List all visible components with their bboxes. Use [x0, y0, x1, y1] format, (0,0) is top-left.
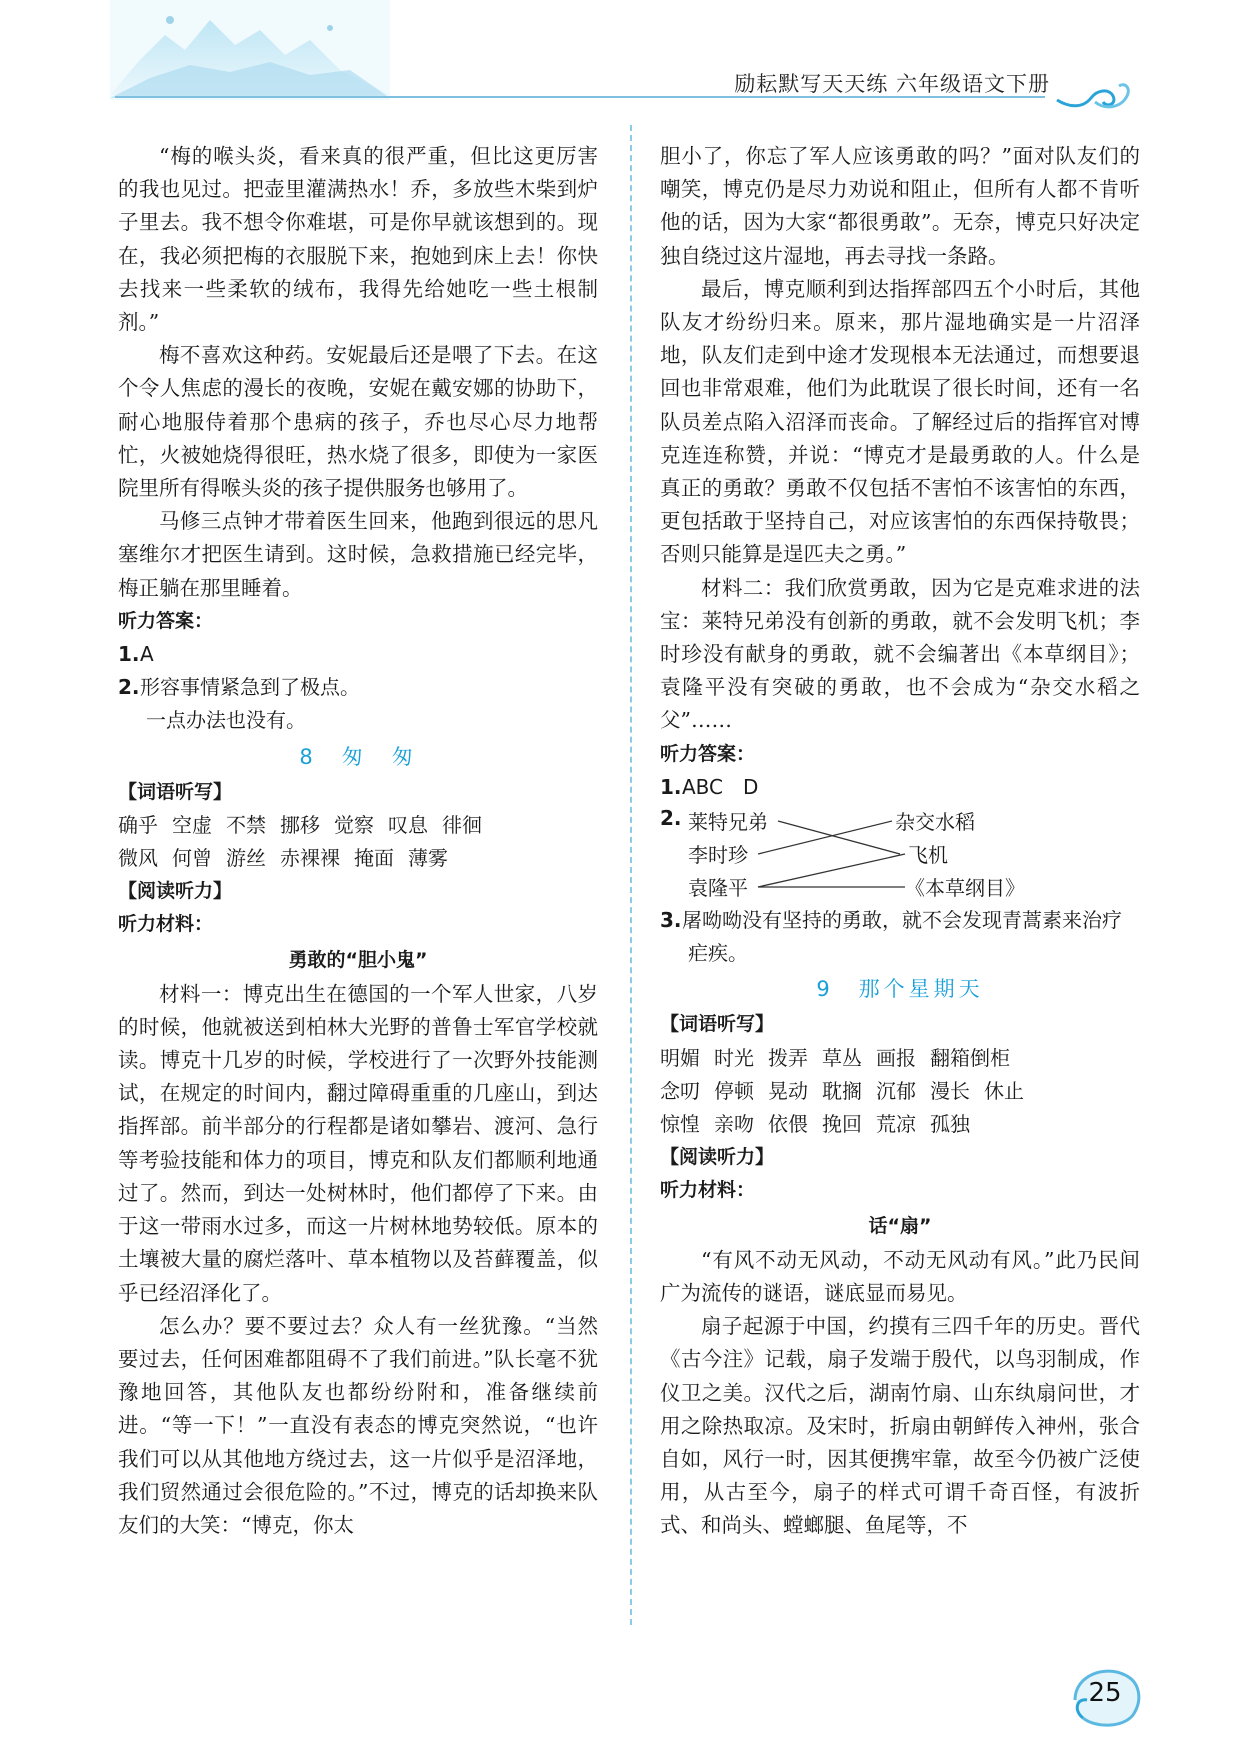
reading-label: 【阅读听力】 — [660, 1146, 775, 1169]
match-left-item: 莱特兄弟 — [688, 810, 768, 835]
answer-item: 1.ABC D — [660, 774, 759, 799]
word-row: 确乎 空虚 不禁 挪移 觉察 叹息 徘徊 — [118, 812, 482, 837]
words-label: 【词语听写】 — [660, 1013, 775, 1036]
page-number-badge — [1065, 1660, 1145, 1730]
right-column — [660, 140, 1140, 1543]
match-right-item: 飞机 — [908, 843, 948, 868]
paragraph: 怎么办？要不要过去？众人有一丝犹豫。“当然要过去，任何困难都阻碍不了我们前进。”队长毫不犹豫地回答，其他队友也都纷纷附和，准备继续前进。“等一下！”一直没有表态的博克突然说，“也许我们可以从其他地方绕过去，这一片似乎是沼泽地，我们贸然通过会很危险的。”不过，博克的话却换来队友们的大笑：“博克，你太 — [118, 1313, 598, 1537]
reading-label: 【阅读听力】 — [118, 880, 233, 903]
paragraph: “有风不动无风动，不动无风动有风。”此乃民间广为流传的谜语，谜底显而易见。 — [660, 1247, 1140, 1305]
paragraph: 扇子起源于中国，约摸有三四千年的历史。晋代《古今注》记载，扇子发端于殷代，以鸟羽制成，作仪卫之美。汉代之后，湖南竹扇、山东纨扇问世，才用之除热取凉。及宋时，折扇由朝鲜传入神州，张合自如，风行一时，因其便携牢靠，故至今仍被广泛使用，从古至今，扇子的样式可谓千奇百怪，有波折式、和尚头、螳螂腿、鱼尾等，不 — [660, 1314, 1140, 1538]
column-divider — [630, 125, 632, 1625]
answers-label: 听力答案： — [118, 609, 214, 632]
paragraph: 马修三点钟才带着医生回来，他跑到很远的思凡塞维尔才把医生请到。这时候，急救措施已经完毕，梅正躺在那里睡着。 — [118, 509, 598, 600]
paragraph: 最后，博克顺利到达指挥部四五个小时后，其他队友才纷纷归来。原来，那片湿地确实是一片沼泽地，队友们走到中途才发现根本无法通过，而想要退回也非常艰难，他们为此耽误了很长时间，还有一名队员差点陷入沼泽而丧命。了解经过后的指挥官对博克连连称赞，并说：“博克才是最勇敢的人。什么是真正的勇敢？勇敢不仅包括不害怕不该害怕的东西，更包括敢于坚持自己，对应该害怕的东西保持敬畏；否则只能算是逞匹夫之勇。” — [660, 276, 1140, 567]
answer-item: 2.形容事情紧急到了极点。 — [118, 675, 360, 700]
lesson-title: 9 那个星期天 — [816, 977, 984, 1002]
book-title: 励耘默写天天练 六年级语文下册 — [734, 72, 1050, 96]
words-label: 【词语听写】 — [118, 780, 233, 803]
paragraph: 材料一：博克出生在德国的一个军人世家，八岁的时候，他就被送到柏林大光野的普鲁士军官学校就读。博克十几岁的时候，学校进行了一次野外技能测试，在规定的时间内，翻过障碍重重的几座山，到达指挥部。前半部分的行程都是诸如攀岩、渡河、急行等考验技能和体力的项目，博克和队友们都顺利地通过了。然而，到达一处树林时，他们都停了下来。由于这一带雨水过多，而这一片树林地势较低。原本的土壤被大量的腐烂落叶、草本植物以及苔藓覆盖，似乎已经沼泽化了。 — [118, 981, 598, 1305]
word-row: 微风 何曾 游丝 赤裸裸 掩面 薄雾 — [118, 846, 448, 871]
paragraph: 胆小了，你忘了军人应该勇敢的吗？”面对队友们的嘲笑，博克仍是尽力劝说和阻止，但所有人都不肯听他的话，因为大家“都很勇敢”。无奈，博克只好决定独自绕过这片湿地，再去寻找一条路。 — [660, 144, 1140, 268]
material-label: 听力材料： — [660, 1179, 756, 1202]
story-title: 勇敢的“胆小鬼” — [288, 948, 428, 971]
cloud-swirl-icon — [1055, 78, 1135, 112]
paragraph: 材料二：我们欣赏勇敢，因为它是克难求进的法宝：莱特兄弟没有创新的勇敢，就不会发明飞机；李时珍没有献身的勇敢，就不会编著出《本草纲目》；袁隆平没有突破的勇敢，也不会成为“杂交水稻之父”…… — [660, 575, 1140, 733]
paragraph: “梅的喉头炎，看来真的很严重，但比这更厉害的我也见过。把壶里灌满热水！乔，多放些木柴到炉子里去。我不想令你难堪，可是你早就该想到的。现在，我必须把梅的衣服脱下来，抱她到床上去！你快去找来一些柔软的绒布，我得先给她吃一些土根制剂。” — [118, 144, 598, 335]
page-header — [0, 0, 1250, 120]
match-right-item: 杂交水稻 — [895, 810, 975, 835]
answer-extra: 一点办法也没有。 — [146, 708, 306, 733]
page-number: 25 — [1088, 1678, 1122, 1708]
material-label: 听力材料： — [118, 913, 214, 936]
answers-label: 听力答案： — [660, 742, 756, 765]
match-left-item: 袁隆平 — [688, 876, 748, 901]
left-column — [118, 140, 598, 1542]
answer-item: 3.屠呦呦没有坚持的勇敢，就不会发现青蒿素来治疗疟疾。 — [660, 908, 1122, 966]
paragraph: 梅不喜欢这种药。安妮最后还是喂了下去。在这个令人焦虑的漫长的夜晚，安妮在戴安娜的协助下，耐心地服侍着那个患病的孩子，乔也尽心尽力地帮忙，火被她烧得很旺，热水烧了很多，即使为一家医院里所有得喉头炎的孩子提供服务也够用了。 — [118, 343, 598, 501]
match-left-item: 李时珍 — [688, 843, 748, 868]
answer-item: 1.A — [118, 642, 154, 667]
story-title: 话“扇” — [868, 1214, 932, 1237]
matching-answer — [660, 804, 1140, 904]
match-right-item: 《本草纲目》 — [905, 876, 1025, 901]
word-row: 明媚 时光 拨弄 草丛 画报 翻箱倒柜 — [660, 1045, 1010, 1070]
word-row: 惊惶 亲吻 依偎 挽回 荒凉 孤独 — [660, 1112, 970, 1137]
lesson-title: 8 匆 匆 — [299, 744, 417, 769]
word-row: 念叨 停顿 晃动 耽搁 沉郁 漫长 休止 — [660, 1078, 1024, 1103]
answer-number: 2. — [660, 806, 682, 831]
mountain-decoration-icon — [110, 0, 390, 100]
